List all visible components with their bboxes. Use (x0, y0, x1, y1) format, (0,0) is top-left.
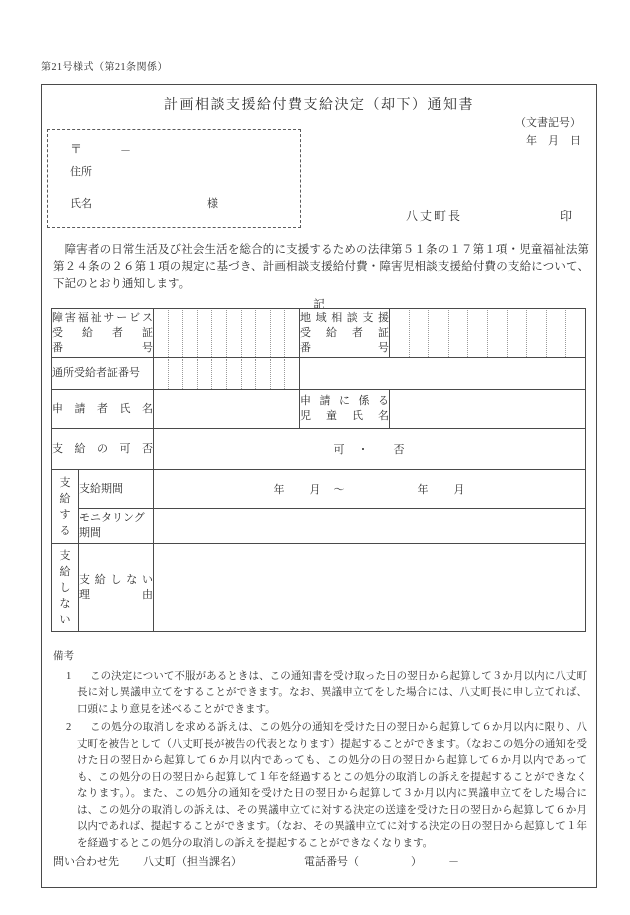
remarks-heading: 備考 (53, 651, 74, 662)
deny-reason-label-cell (79, 544, 154, 632)
honorific-label: 様 (207, 198, 218, 210)
service-cert-line3: 番号 (52, 341, 153, 354)
deny-vertical-label: 支給しない (59, 549, 71, 626)
digit-cell (546, 310, 566, 357)
applicant-name-label: 申請者氏名 (52, 402, 153, 415)
period-value-cell: 年 月 ～ 年 月 (154, 470, 586, 509)
digit-cell (241, 310, 256, 357)
table-row (52, 358, 586, 390)
issuer-line (406, 207, 574, 224)
digit-cell (211, 310, 226, 357)
digit-boxes (154, 310, 299, 357)
page-title: 計画相談支援給付費支給決定（却下）通知書 (164, 98, 474, 113)
regional-cert-line3: 番号 (300, 341, 389, 354)
digit-cell (428, 310, 448, 357)
form-sheet (41, 84, 597, 888)
postal-mark-icon: 〒 (70, 142, 83, 156)
table-row (52, 470, 586, 509)
digit-cell (255, 310, 270, 357)
child-name-label-cell (300, 390, 390, 429)
digit-cell (226, 310, 241, 357)
decision-value-cell: 可 ・ 否 (154, 429, 586, 470)
applicant-name-label-cell (52, 390, 154, 429)
deny-reason-line1: 支給しない (79, 573, 153, 586)
grant-vertical-label: 支給する (59, 476, 71, 537)
digit-cell (284, 310, 299, 357)
remark-item (53, 720, 587, 852)
commute-cert-label: 通所受給者証番号 (52, 367, 140, 379)
commute-cert-number-field (154, 358, 300, 390)
digit-cell (241, 359, 256, 389)
service-cert-line1: 障害福祉サービス (52, 311, 153, 324)
digit-cell (270, 359, 285, 389)
record-heading: 記 (313, 299, 325, 311)
remark-number: 1 (66, 670, 72, 682)
digit-cell (565, 310, 585, 357)
remarks-section (53, 649, 587, 854)
remark-number: 2 (66, 722, 72, 733)
table-row (52, 309, 586, 358)
commute-cert-label-cell (52, 358, 154, 390)
remark-text: この決定について不服があるときは、この通知書を受け取った日の翌日から起算して３か月以内に八丈町長に対し異議申立てをすることができます。なお、異議申立てをした場合には、八丈町長に申し立てれば、口頭により意見を述べることができます。 (77, 670, 587, 715)
phone-close-paren: ） (411, 856, 422, 868)
document-symbol-label: （文書記号） (515, 117, 581, 129)
regional-cert-label-cell (300, 309, 390, 358)
deny-reason-value-cell (154, 544, 586, 632)
digit-cell (182, 359, 197, 389)
service-cert-line2: 受給者証 (52, 326, 153, 339)
monitoring-value-cell (154, 509, 586, 544)
postal-code-dash: － (120, 145, 131, 157)
period-label: 支給期間 (79, 482, 123, 495)
digit-cell (211, 359, 226, 389)
deny-vertical-label-cell (52, 544, 79, 632)
decision-label: 支給の可否 (52, 442, 153, 455)
service-cert-number-field (154, 309, 300, 358)
organization-name: 八丈町（担当課名） (143, 856, 242, 868)
digit-cell (448, 310, 468, 357)
digit-cell (526, 310, 546, 357)
address-label: 住所 (70, 166, 92, 178)
digit-cell (409, 310, 429, 357)
decision-label-cell (52, 429, 154, 470)
notification-table (51, 308, 586, 632)
digit-cell (284, 359, 299, 389)
applicant-name-field (154, 390, 300, 429)
monitoring-label-cell (79, 509, 154, 544)
child-label-line1: 申請に係る (300, 395, 389, 407)
recipient-address-box (47, 129, 301, 228)
period-label-cell (79, 470, 154, 509)
digit-cell (197, 310, 212, 357)
monitoring-label-line2: 期間 (79, 527, 101, 539)
contact-label: 問い合わせ先 (53, 856, 119, 868)
contact-footer (53, 853, 459, 869)
table-row (52, 509, 586, 544)
digit-cell (270, 310, 285, 357)
digit-cell (168, 359, 183, 389)
child-label-line2: 児童氏名 (300, 410, 389, 422)
digit-cell (255, 359, 270, 389)
digit-boxes (154, 359, 299, 389)
date-line: 年 月 日 (526, 135, 581, 147)
empty-cell (300, 358, 586, 390)
digit-cell (507, 310, 527, 357)
remark-text: この処分の取消しを求める訴えは、この処分の通知を受けた日の翌日から起算して６か月以内に限り、八丈町を被告として（八丈町長が被告の代表となります）提起することができます。（なおこの処分の通知を受けた日の翌日から起算して６か月以内であっても、この処分の日の翌日から起算して６か月以内であっても、この処分の日の翌日から起算して１年を経過するとこの処分の取消しの訴えを提起することができなくなります。）。また、この処分の通知を受けた日の翌日から起算して３か月以内に異議申立てをした場合には、この処分の取消しの訴えは、その異議申立てに対する決定の送達を受けた日の翌日から起算して６か月以内であれば、提起することができます。（なお、その異議申立てに対する決定の日の翌日から起算して１年を経過するとこの処分の取消しの訴えを提起することができなくなります。 (77, 722, 587, 849)
digit-boxes (390, 310, 585, 357)
child-name-field (390, 390, 586, 429)
table-row (52, 390, 586, 429)
phone-dash: － (448, 856, 459, 868)
digit-cell (182, 310, 197, 357)
digit-cell (154, 359, 168, 389)
service-cert-label-cell (52, 309, 154, 358)
digit-cell (226, 359, 241, 389)
table-row (52, 429, 586, 470)
form-number: 第21号様式（第21条関係） (41, 62, 168, 73)
regional-cert-number-field (390, 309, 586, 358)
digit-cell (487, 310, 507, 357)
name-label: 氏名 (70, 198, 92, 210)
phone-label: 電話番号（ (304, 856, 359, 868)
digit-cell (390, 310, 409, 357)
grant-vertical-label-cell (52, 470, 79, 544)
regional-cert-line2: 受給者証 (300, 326, 389, 339)
issuer-name: 八丈町長 (406, 209, 463, 223)
body-paragraph: 障害者の日常生活及び社会生活を総合的に支援するための法律第５１条の１７第１項・児童福祉法第第２４条の２６第１項の規定に基づき、計画相談支援給付費・障害児相談支援給付費の支給について、下記のとおり通知します。 (53, 244, 589, 290)
remark-item (53, 669, 587, 719)
monitoring-label-line1: モニタリング (79, 512, 145, 524)
digit-cell (197, 359, 212, 389)
table-row (52, 544, 586, 632)
digit-cell (154, 310, 168, 357)
digit-cell (467, 310, 487, 357)
seal-mark: 印 (559, 209, 574, 223)
deny-reason-line2: 理由 (79, 588, 153, 601)
regional-cert-line1: 地域相談支援 (300, 311, 389, 324)
digit-cell (168, 310, 183, 357)
